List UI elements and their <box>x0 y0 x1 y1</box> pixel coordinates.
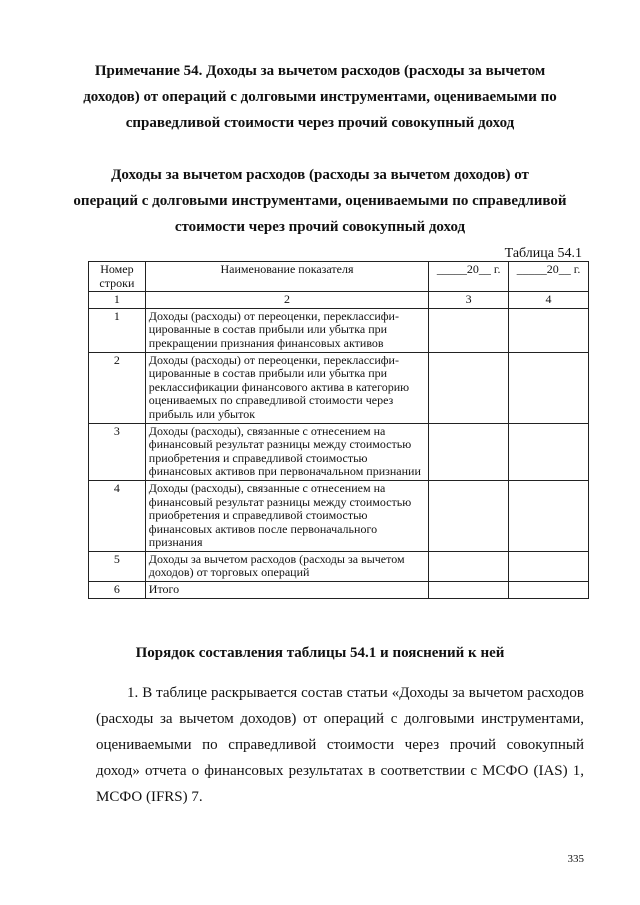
row-value-cell <box>429 308 509 352</box>
column-number: 4 <box>509 292 589 309</box>
row-number: 1 <box>89 308 146 352</box>
row-value-cell <box>509 352 589 423</box>
row-value-cell <box>429 551 509 581</box>
row-indicator-name: Доходы (расходы), связанные с отнесением на финансовый результат разницы между стоимостью приобретения и справедливой стоимостью финансовых активов после первоначального признания <box>145 480 428 551</box>
row-number: 3 <box>89 423 146 480</box>
row-number: 4 <box>89 480 146 551</box>
row-value-cell <box>509 480 589 551</box>
row-indicator-name: Доходы (расходы), связанные с отнесением на финансовый результат разницы между стоимостью приобретения и справедливой стоимостью финансовых активов при первоначальном признании <box>145 423 428 480</box>
column-number: 1 <box>89 292 146 309</box>
table-row <box>89 308 589 352</box>
header-indicator: Наименование показателя <box>145 262 428 292</box>
table-header-row <box>89 262 589 292</box>
header-year-2: _____20__ г. <box>509 262 589 292</box>
row-indicator-name: Доходы (расходы) от переоценки, переклассифи-цированные в состав прибыли или убытка при реклассификации финансового актива в категорию оцениваемых по справедливой стоимости через прибыль или убыток <box>145 352 428 423</box>
note-title-line: справедливой стоимости через прочий совокупный доход <box>125 115 515 131</box>
page-number: 335 <box>567 853 584 865</box>
column-number-row <box>89 292 589 309</box>
row-indicator-name: Доходы (расходы) от переоценки, переклассифи-цированные в состав прибыли или убытка при прекращении признания финансовых активов <box>145 308 428 352</box>
header-row-number: Номер строки <box>89 262 146 292</box>
paragraph-text: 1. В таблице раскрывается состав статьи «Доходы за вычетом расходов (расходы за вычетом доходов) от операций с долговыми инструментами, оцениваемыми по справедливой стоимости через прочий совокупный доход» отчета о финансовых результатах в соответствии с МСФО (IAS) 1, МСФО (IFRS) 7. <box>96 685 584 805</box>
table-title <box>60 162 580 240</box>
row-number: 2 <box>89 352 146 423</box>
indicators-table <box>88 261 589 599</box>
table-title-line: стоимости через прочий совокупный доход <box>174 219 466 235</box>
table-label: Таблица 54.1 <box>504 246 582 261</box>
note-title-line: Примечание 54. Доходы за вычетом расходов (расходы за вычетом <box>94 63 546 79</box>
column-number: 3 <box>429 292 509 309</box>
row-indicator-name: Доходы за вычетом расходов (расходы за вычетом доходов) от торговых операций <box>145 551 428 581</box>
explanation-paragraph <box>96 680 584 810</box>
row-value-cell <box>509 423 589 480</box>
table-row <box>89 582 589 599</box>
table-title-line: Доходы за вычетом расходов (расходы за вычетом доходов) от <box>111 167 529 183</box>
row-number: 6 <box>89 582 146 599</box>
row-value-cell <box>429 423 509 480</box>
row-number: 5 <box>89 551 146 581</box>
table-row <box>89 352 589 423</box>
note-title <box>60 58 580 136</box>
row-value-cell <box>509 308 589 352</box>
header-year-1: _____20__ г. <box>429 262 509 292</box>
column-number: 2 <box>145 292 428 309</box>
table-row <box>89 551 589 581</box>
row-value-cell <box>429 480 509 551</box>
row-value-cell <box>509 551 589 581</box>
table-row <box>89 480 589 551</box>
section-title: Порядок составления таблицы 54.1 и пояснений к ней <box>135 645 505 661</box>
row-value-cell <box>429 352 509 423</box>
row-indicator-name: Итого <box>145 582 428 599</box>
row-value-cell <box>429 582 509 599</box>
table-row <box>89 423 589 480</box>
table-title-line: операций с долговыми инструментами, оцениваемыми по справедливой <box>73 193 567 209</box>
note-title-line: доходов) от операций с долговыми инструментами, оцениваемыми по <box>83 89 557 105</box>
row-value-cell <box>509 582 589 599</box>
